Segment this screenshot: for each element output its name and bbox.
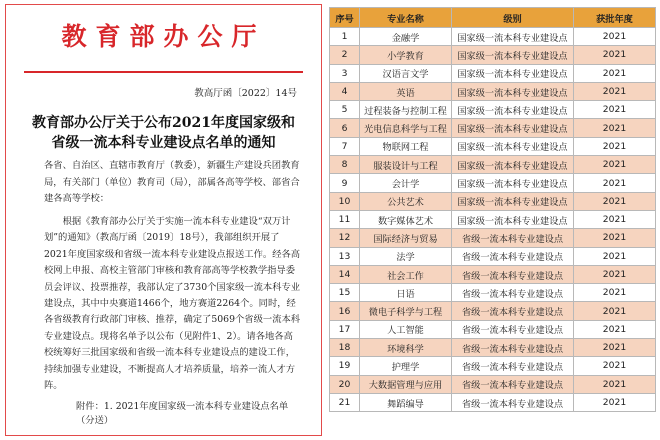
cell-level: 省级一流本科专业建设点 [452, 265, 574, 283]
table-row [330, 265, 656, 283]
title-line-1: 教育部办公厅关于公布2021年度国家级和 [32, 115, 295, 131]
cell-major: 过程装备与控制工程 [360, 101, 452, 119]
header-index: 序号 [330, 8, 360, 28]
cell-index: 2 [330, 46, 360, 64]
cell-year: 2021 [574, 339, 656, 357]
table-body [330, 28, 656, 412]
document-title [20, 113, 307, 153]
cell-year: 2021 [574, 247, 656, 265]
cell-level: 国家级一流本科专业建设点 [452, 192, 574, 210]
cell-year: 2021 [574, 82, 656, 100]
cell-major: 数字媒体艺术 [360, 210, 452, 228]
cell-year: 2021 [574, 192, 656, 210]
table-row [330, 302, 656, 320]
cell-index: 19 [330, 357, 360, 375]
cell-level: 国家级一流本科专业建设点 [452, 137, 574, 155]
cell-level: 国家级一流本科专业建设点 [452, 64, 574, 82]
table-row [330, 119, 656, 137]
cell-major: 英语 [360, 82, 452, 100]
cell-level: 省级一流本科专业建设点 [452, 357, 574, 375]
cell-index: 4 [330, 82, 360, 100]
table-row [330, 46, 656, 64]
cell-level: 省级一流本科专业建设点 [452, 229, 574, 247]
cell-major: 服装设计与工程 [360, 156, 452, 174]
table-row [330, 357, 656, 375]
cell-major: 人工智能 [360, 320, 452, 338]
cell-year: 2021 [574, 284, 656, 302]
cell-level: 国家级一流本科专业建设点 [452, 156, 574, 174]
table-row [330, 137, 656, 155]
table-row [330, 320, 656, 338]
cell-index: 8 [330, 156, 360, 174]
cell-index: 18 [330, 339, 360, 357]
table-row [330, 156, 656, 174]
cell-index: 6 [330, 119, 360, 137]
table-header-row [330, 8, 656, 28]
document-number: 教高厅函〔2022〕14号 [194, 88, 297, 99]
cell-level: 国家级一流本科专业建设点 [452, 210, 574, 228]
cell-year: 2021 [574, 28, 656, 46]
cell-major: 社会工作 [360, 265, 452, 283]
cell-year: 2021 [574, 174, 656, 192]
cell-major: 舞蹈编导 [360, 393, 452, 411]
cell-major: 环境科学 [360, 339, 452, 357]
table-row [330, 393, 656, 411]
cell-index: 14 [330, 265, 360, 283]
cell-index: 21 [330, 393, 360, 411]
document-header: 教育部办公厅 [61, 22, 266, 51]
cell-level: 国家级一流本科专业建设点 [452, 101, 574, 119]
cell-year: 2021 [574, 64, 656, 82]
cell-major: 国际经济与贸易 [360, 229, 452, 247]
table-row [330, 247, 656, 265]
cell-index: 12 [330, 229, 360, 247]
body-paragraph: 根据《教育部办公厅关于实施一流本科专业建设“双万计划”的通知》（教高厅函〔2019〕18号），我部组织开展了2021年度国家级和省级一流本科专业建设点报送工作。经各高校网上申报、高校主管部门审核和教育部高等学校教学指导委员会评议、投票推荐，我部认定了3730个国家级一流本科专业建设点，其中中央赛道1466个，地方赛道2264个。同时，经各省级教育行政部门审核、推荐，确定了5069个省级一流本科专业建设点。现将名单予以公布（见附件1、2）。请各地各高校统筹好三批国家级和省级一流本科专业建设点的建设工作，持续加强专业建设，不断提高人才培养质量，培养一流人才方阵。 [44, 216, 301, 392]
cell-major: 日语 [360, 284, 452, 302]
cell-index: 5 [330, 101, 360, 119]
cell-major: 微电子科学与工程 [360, 302, 452, 320]
cell-level: 省级一流本科专业建设点 [452, 320, 574, 338]
cell-index: 20 [330, 375, 360, 393]
cell-year: 2021 [574, 393, 656, 411]
table-row [330, 174, 656, 192]
header-year: 获批年度 [574, 8, 656, 28]
table-row [330, 192, 656, 210]
cell-year: 2021 [574, 101, 656, 119]
cell-index: 17 [330, 320, 360, 338]
notice-document [5, 4, 322, 436]
cell-level: 国家级一流本科专业建设点 [452, 82, 574, 100]
table-row [330, 375, 656, 393]
cell-index: 10 [330, 192, 360, 210]
cell-major: 物联网工程 [360, 137, 452, 155]
table-row [330, 210, 656, 228]
cell-year: 2021 [574, 137, 656, 155]
cell-index: 11 [330, 210, 360, 228]
cell-index: 3 [330, 64, 360, 82]
cell-year: 2021 [574, 302, 656, 320]
cell-year: 2021 [574, 265, 656, 283]
cell-level: 国家级一流本科专业建设点 [452, 119, 574, 137]
red-divider [24, 71, 303, 73]
cell-index: 16 [330, 302, 360, 320]
table-row [330, 64, 656, 82]
header-level: 级别 [452, 8, 574, 28]
cell-index: 7 [330, 137, 360, 155]
cell-year: 2021 [574, 375, 656, 393]
table-row [330, 339, 656, 357]
cell-major: 公共艺术 [360, 192, 452, 210]
major-list-table [329, 7, 656, 412]
cell-level: 省级一流本科专业建设点 [452, 339, 574, 357]
cell-index: 1 [330, 28, 360, 46]
cell-level: 省级一流本科专业建设点 [452, 302, 574, 320]
cell-level: 省级一流本科专业建设点 [452, 284, 574, 302]
cell-major: 法学 [360, 247, 452, 265]
cell-major: 金融学 [360, 28, 452, 46]
cell-level: 国家级一流本科专业建设点 [452, 46, 574, 64]
recipients: 各省、自治区、直辖市教育厅（教委），新疆生产建设兵团教育局，有关部门（单位）教育司（局），部属各高等学校、部省合建各高等学校： [44, 160, 300, 204]
cell-index: 9 [330, 174, 360, 192]
cell-major: 汉语言文学 [360, 64, 452, 82]
cell-major: 光电信息科学与工程 [360, 119, 452, 137]
cell-year: 2021 [574, 156, 656, 174]
cell-year: 2021 [574, 210, 656, 228]
cell-level: 国家级一流本科专业建设点 [452, 28, 574, 46]
cell-year: 2021 [574, 357, 656, 375]
title-line-2: 省级一流本科专业建设点名单的通知 [51, 135, 276, 151]
cell-year: 2021 [574, 119, 656, 137]
cell-year: 2021 [574, 229, 656, 247]
cell-major: 会计学 [360, 174, 452, 192]
cell-level: 省级一流本科专业建设点 [452, 375, 574, 393]
table-row [330, 101, 656, 119]
table-row [330, 28, 656, 46]
cell-year: 2021 [574, 320, 656, 338]
cell-index: 15 [330, 284, 360, 302]
table-row [330, 284, 656, 302]
cell-major: 大数据管理与应用 [360, 375, 452, 393]
attachment-line: 附件：1. 2021年度国家级一流本科专业建设点名单（分送） [76, 401, 289, 426]
cell-level: 国家级一流本科专业建设点 [452, 174, 574, 192]
table-row [330, 229, 656, 247]
cell-level: 省级一流本科专业建设点 [452, 247, 574, 265]
cell-year: 2021 [574, 46, 656, 64]
table-row [330, 82, 656, 100]
cell-index: 13 [330, 247, 360, 265]
header-major: 专业名称 [360, 8, 452, 28]
cell-level: 省级一流本科专业建设点 [452, 393, 574, 411]
cell-major: 小学教育 [360, 46, 452, 64]
cell-major: 护理学 [360, 357, 452, 375]
